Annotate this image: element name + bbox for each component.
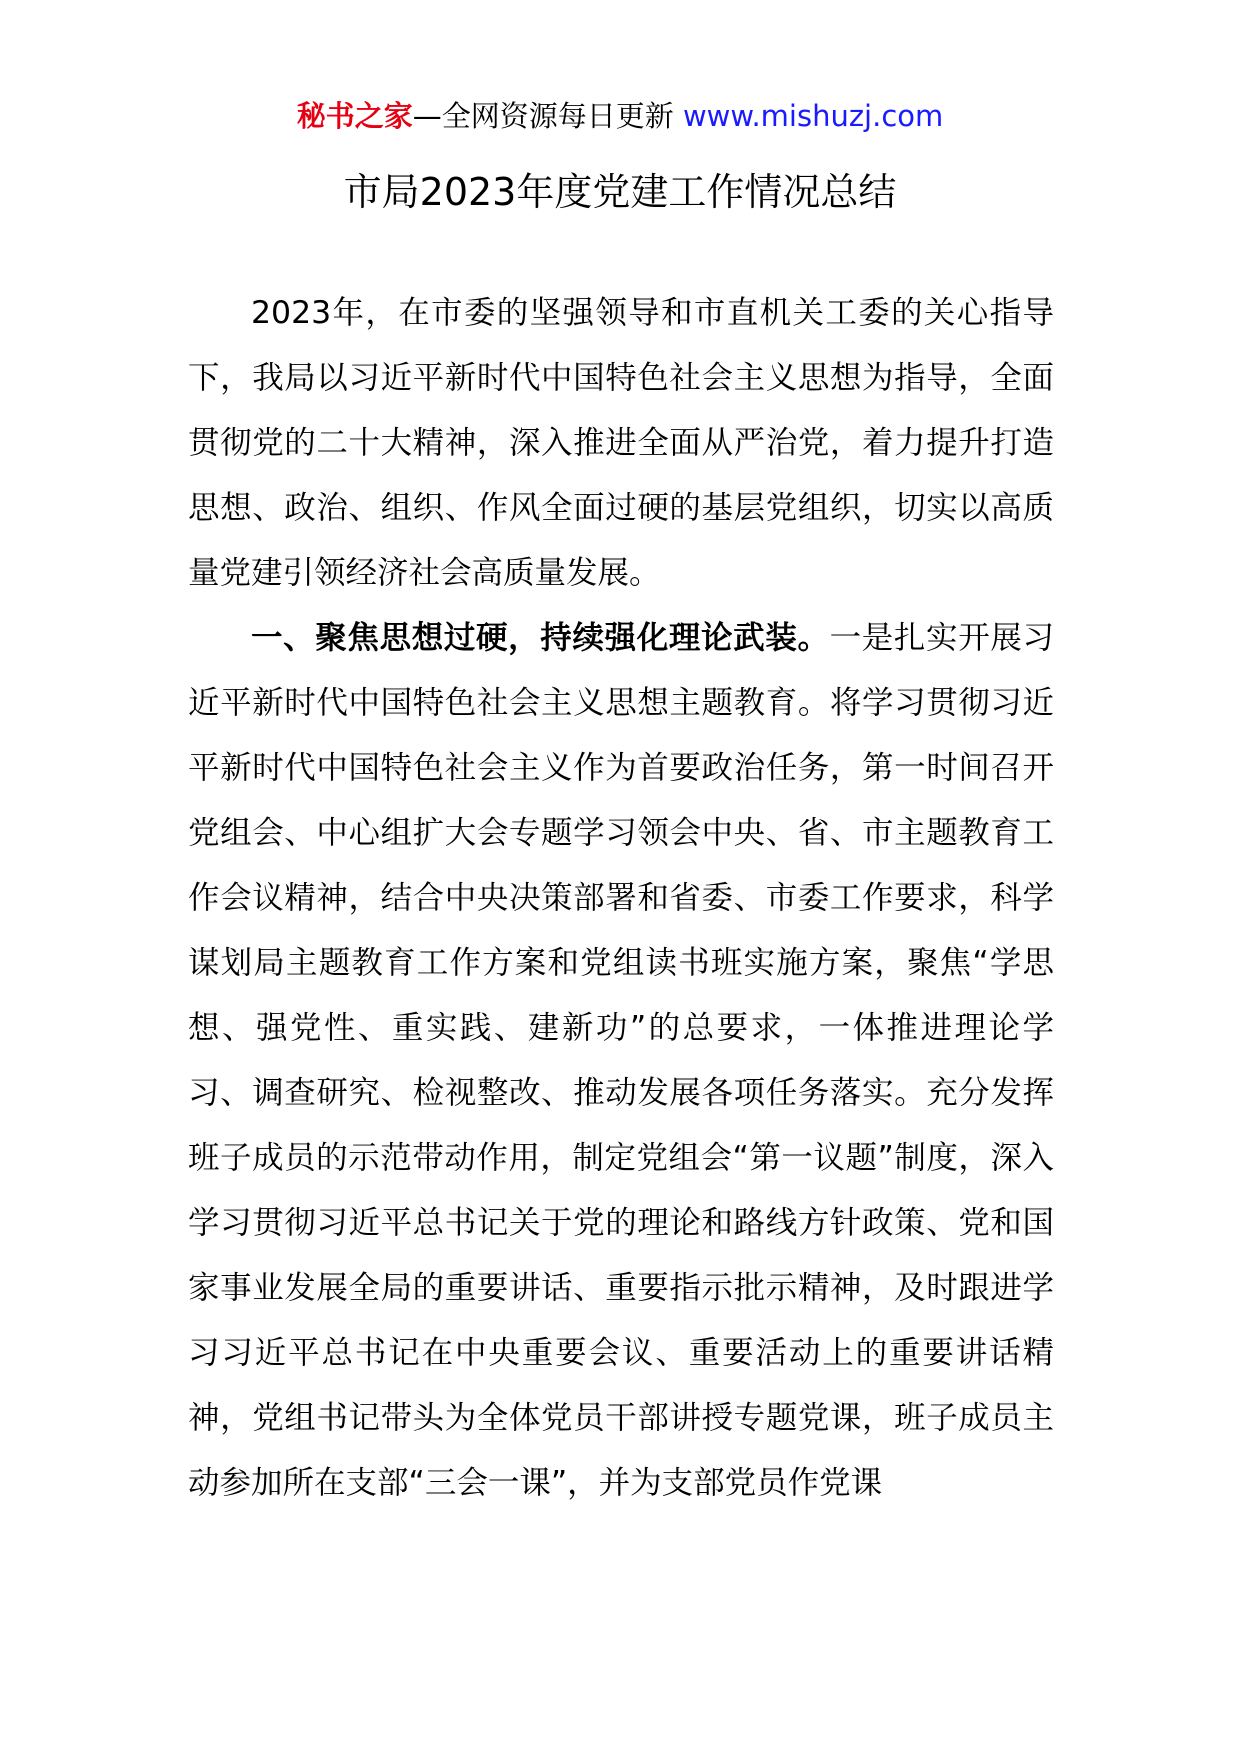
site-url-link[interactable]: www.mishuzj.com: [682, 99, 944, 133]
section-1-paragraph: [188, 606, 1054, 1516]
document-title: 市局2023年度党建工作情况总结: [343, 170, 897, 214]
intro-paragraph: 2023年，在市委的坚强领导和市直机关工委的关心指导下，我局以习近平新时代中国特色社会主义思想为指导，全面贯彻党的二十大精神，深入推进全面从严治党，着力提升打造思想、政治、组织、作风全面过硬的基层党组织，切实以高质量党建引领经济社会高质量发展。: [188, 295, 1054, 591]
document-body: [188, 290, 1054, 1516]
site-tagline: —全网资源每日更新: [412, 99, 674, 133]
site-banner: [0, 96, 1240, 136]
section-1-heading: 一、聚焦思想过硬，持续强化理论武装。: [251, 620, 830, 656]
section-1-text: 一是扎实开展习近平新时代中国特色社会主义思想主题教育。将学习贯彻习近平新时代中国特色社会主义作为首要政治任务，第一时间召开党组会、中心组扩大会专题学习领会中央、省、市主题教育工作会议精神，结合中央决策部署和省委、市委工作要求，科学谋划局主题教育工作方案和党组读书班实施方案，聚焦“学思想、强党性、重实践、建新功”的总要求，一体推进理论学习、调查研究、检视整改、推动发展各项任务落实。充分发挥班子成员的示范带动作用，制定党组会“第一议题”制度，深入学习贯彻习近平总书记关于党的理论和路线方针政策、党和国家事业发展全局的重要讲话、重要指示批示精神，及时跟进学习习近平总书记在中央重要会议、重要活动上的重要讲话精神，党组书记带头为全体党员干部讲授专题党课，班子成员主动参加所在支部“三会一课”，并为支部党员作党课: [188, 620, 1054, 1501]
site-brand: 秘书之家: [296, 99, 413, 133]
